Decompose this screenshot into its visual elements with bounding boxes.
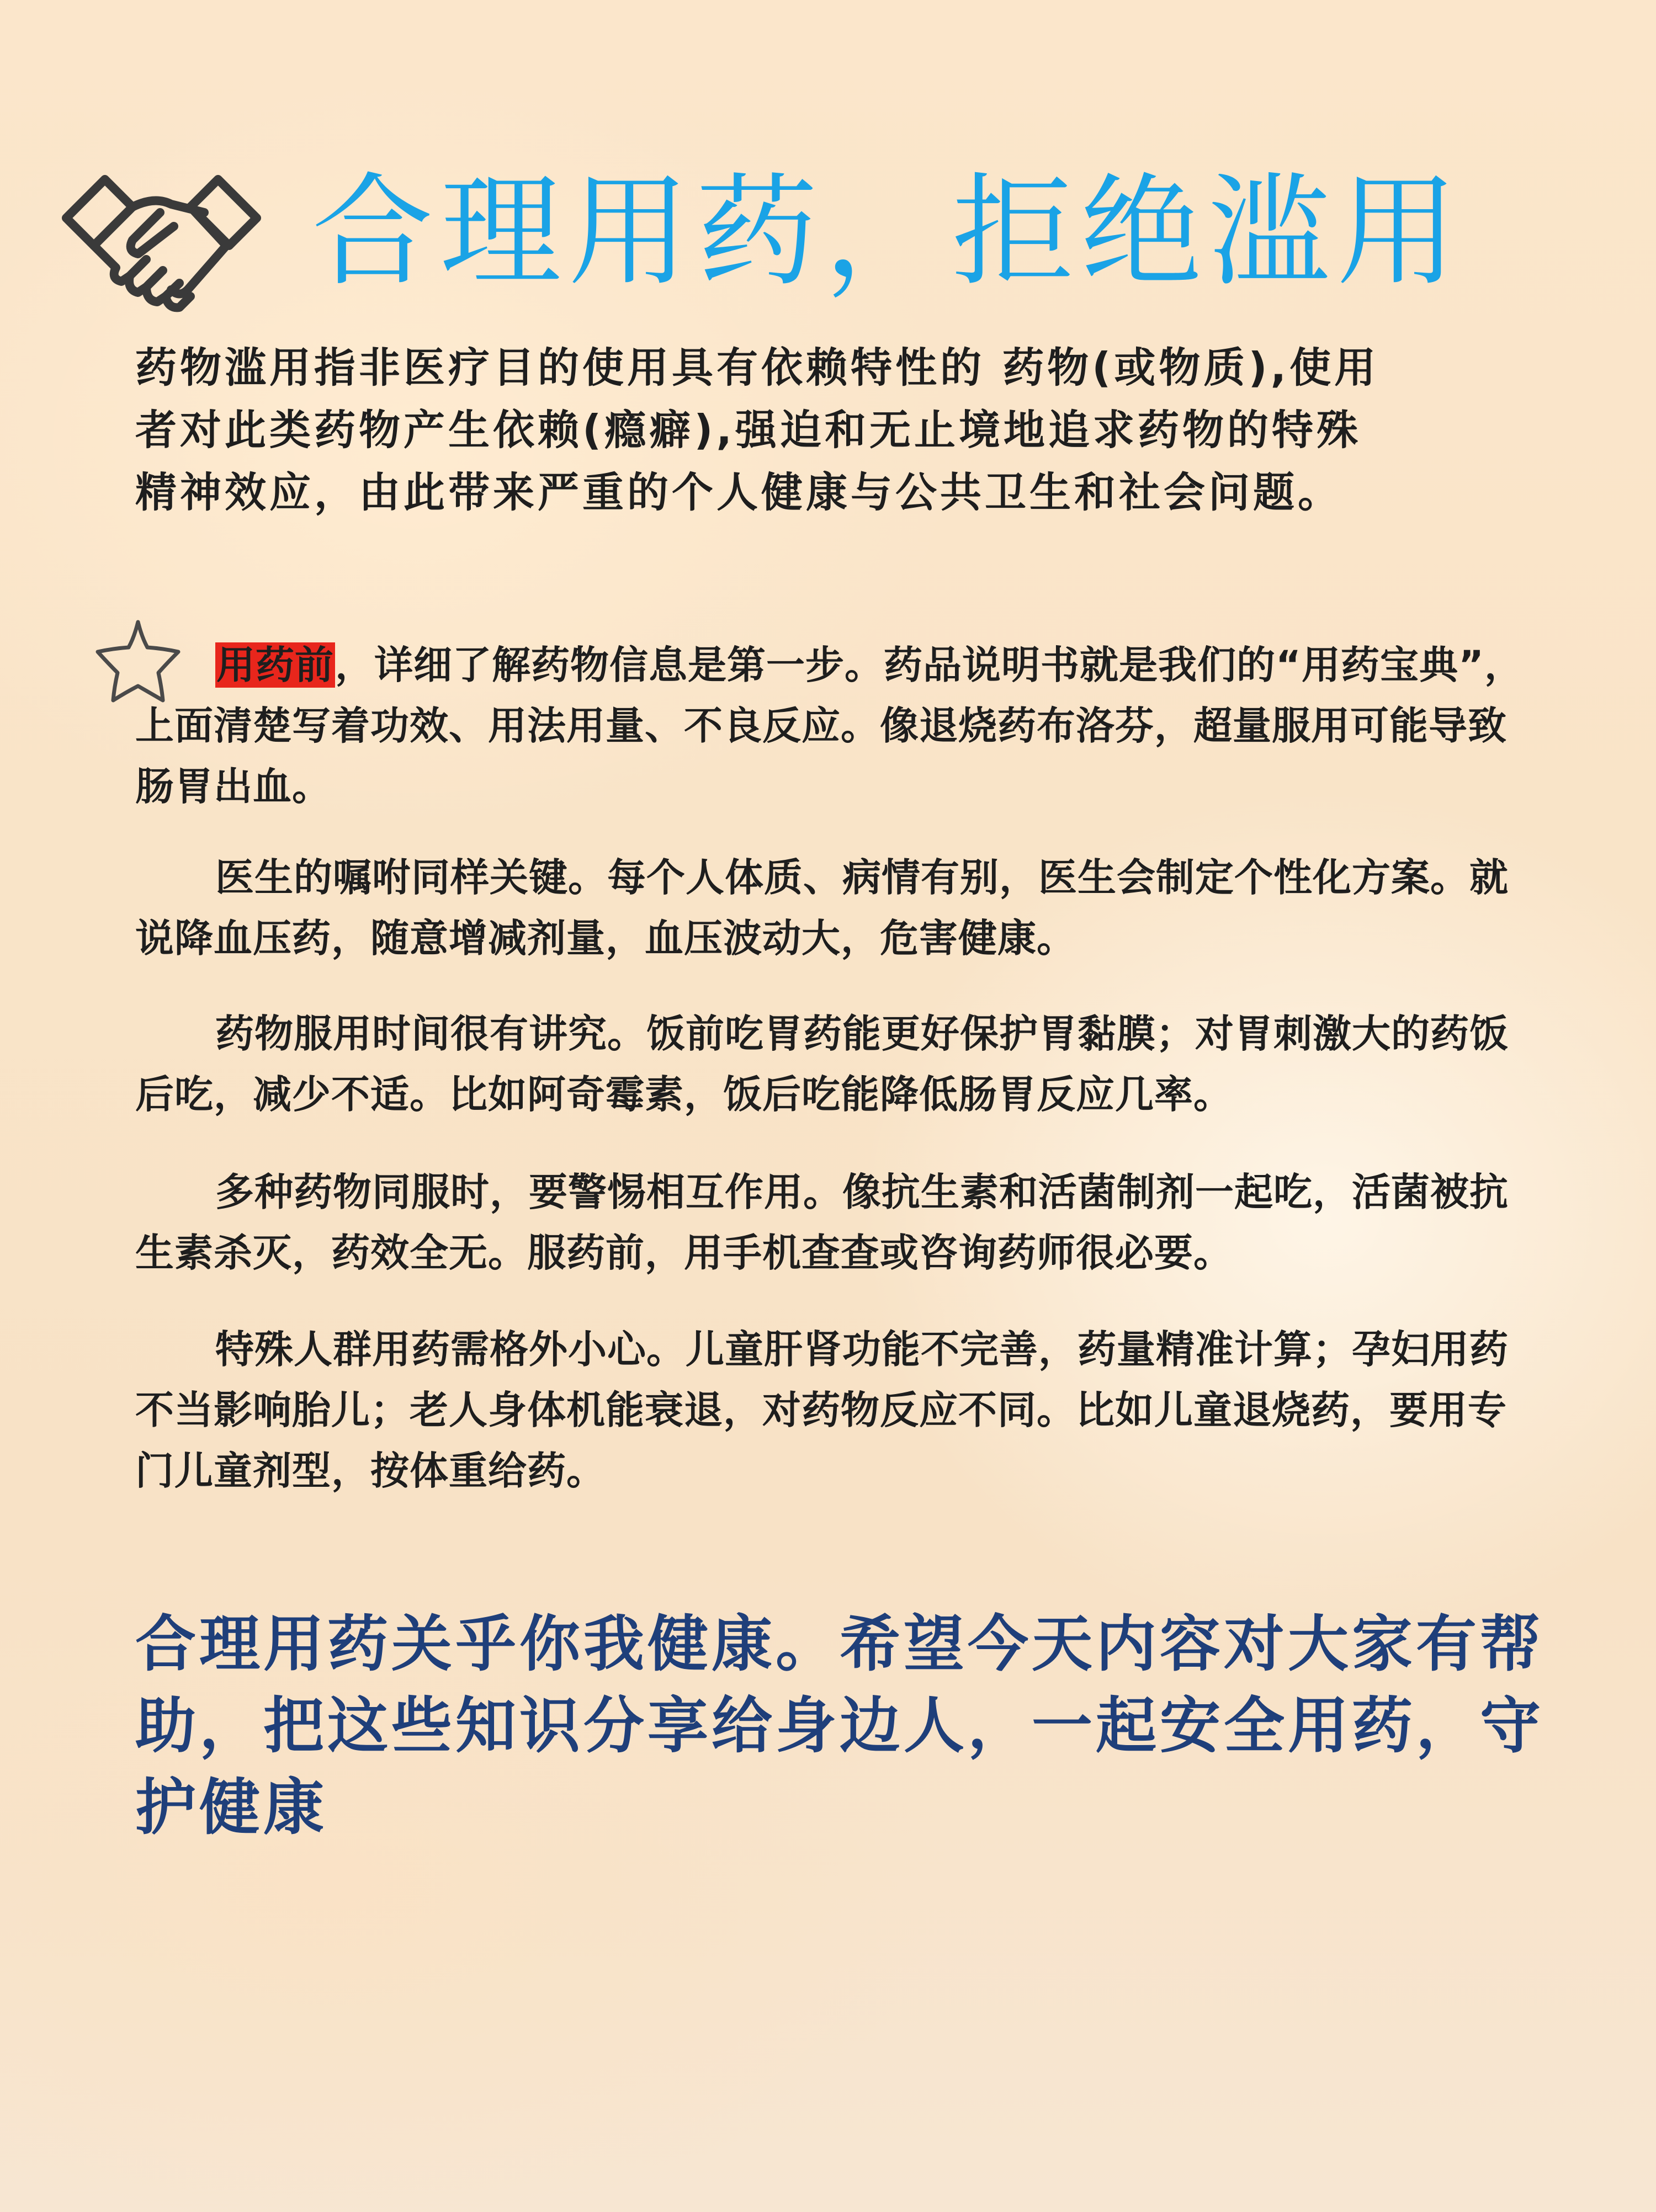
page-title: 合理用药，拒绝滥用	[312, 161, 1465, 302]
highlighted-phrase: 用药前	[216, 642, 334, 688]
paragraph-text: 医生的嘱咐同样关键。每个人体质、病情有别，医生会制定个性化方案。就说降血压药，随意增减剂量，血压波动大，危害健康。	[135, 855, 1509, 961]
paragraph-text: 多种药物同服时，要警惕相互作用。像抗生素和活菌制剂一起吃，活菌被抗生素杀灭，药效全无。服药前，用手机查查或咨询药师很必要。	[135, 1169, 1509, 1275]
intro-paragraph: 药物滥用指非医疗目的使用具有依赖特性的 药物(或物质),使用者对此类药物产生依赖(瘾癖),强迫和无止境地追求药物的特殊精神效应，由此带来严重的个人健康与公共卫生和社会问题。	[135, 343, 1379, 517]
closing-statement: 合理用药关乎你我健康。希望今天内容对大家有帮助，把这些知识分享给身边人，一起安全用药，守护健康	[135, 1609, 1544, 1843]
paragraph-timing	[135, 1003, 1537, 1125]
paragraph-text: 特殊人群用药需格外小心。儿童肝肾功能不完善，药量精准计算；孕妇用药不当影响胎儿；老人身体机能衰退，对药物反应不同。比如儿童退烧药，要用专门儿童剂型，按体重给药。	[135, 1327, 1509, 1493]
paragraph-before-medication	[135, 635, 1537, 817]
paragraph-text: ，详细了解药物信息是第一步。药品说明书就是我们的“用药宝典”，上面清楚写着功效、用法用量、不良反应。像退烧药布洛芬，超量服用可能导致肠胃出血。	[135, 642, 1524, 809]
paragraph-special-groups	[135, 1319, 1537, 1501]
handshake-icon	[61, 157, 262, 339]
paragraph-text: 药物服用时间很有讲究。饭前吃胃药能更好保护胃黏膜；对胃刺激大的药饭后吃，减少不适。比如阿奇霉素，饭后吃能降低肠胃反应几率。	[135, 1011, 1509, 1117]
paragraph-interactions	[135, 1162, 1537, 1283]
paragraph-doctor-advice	[135, 847, 1537, 969]
